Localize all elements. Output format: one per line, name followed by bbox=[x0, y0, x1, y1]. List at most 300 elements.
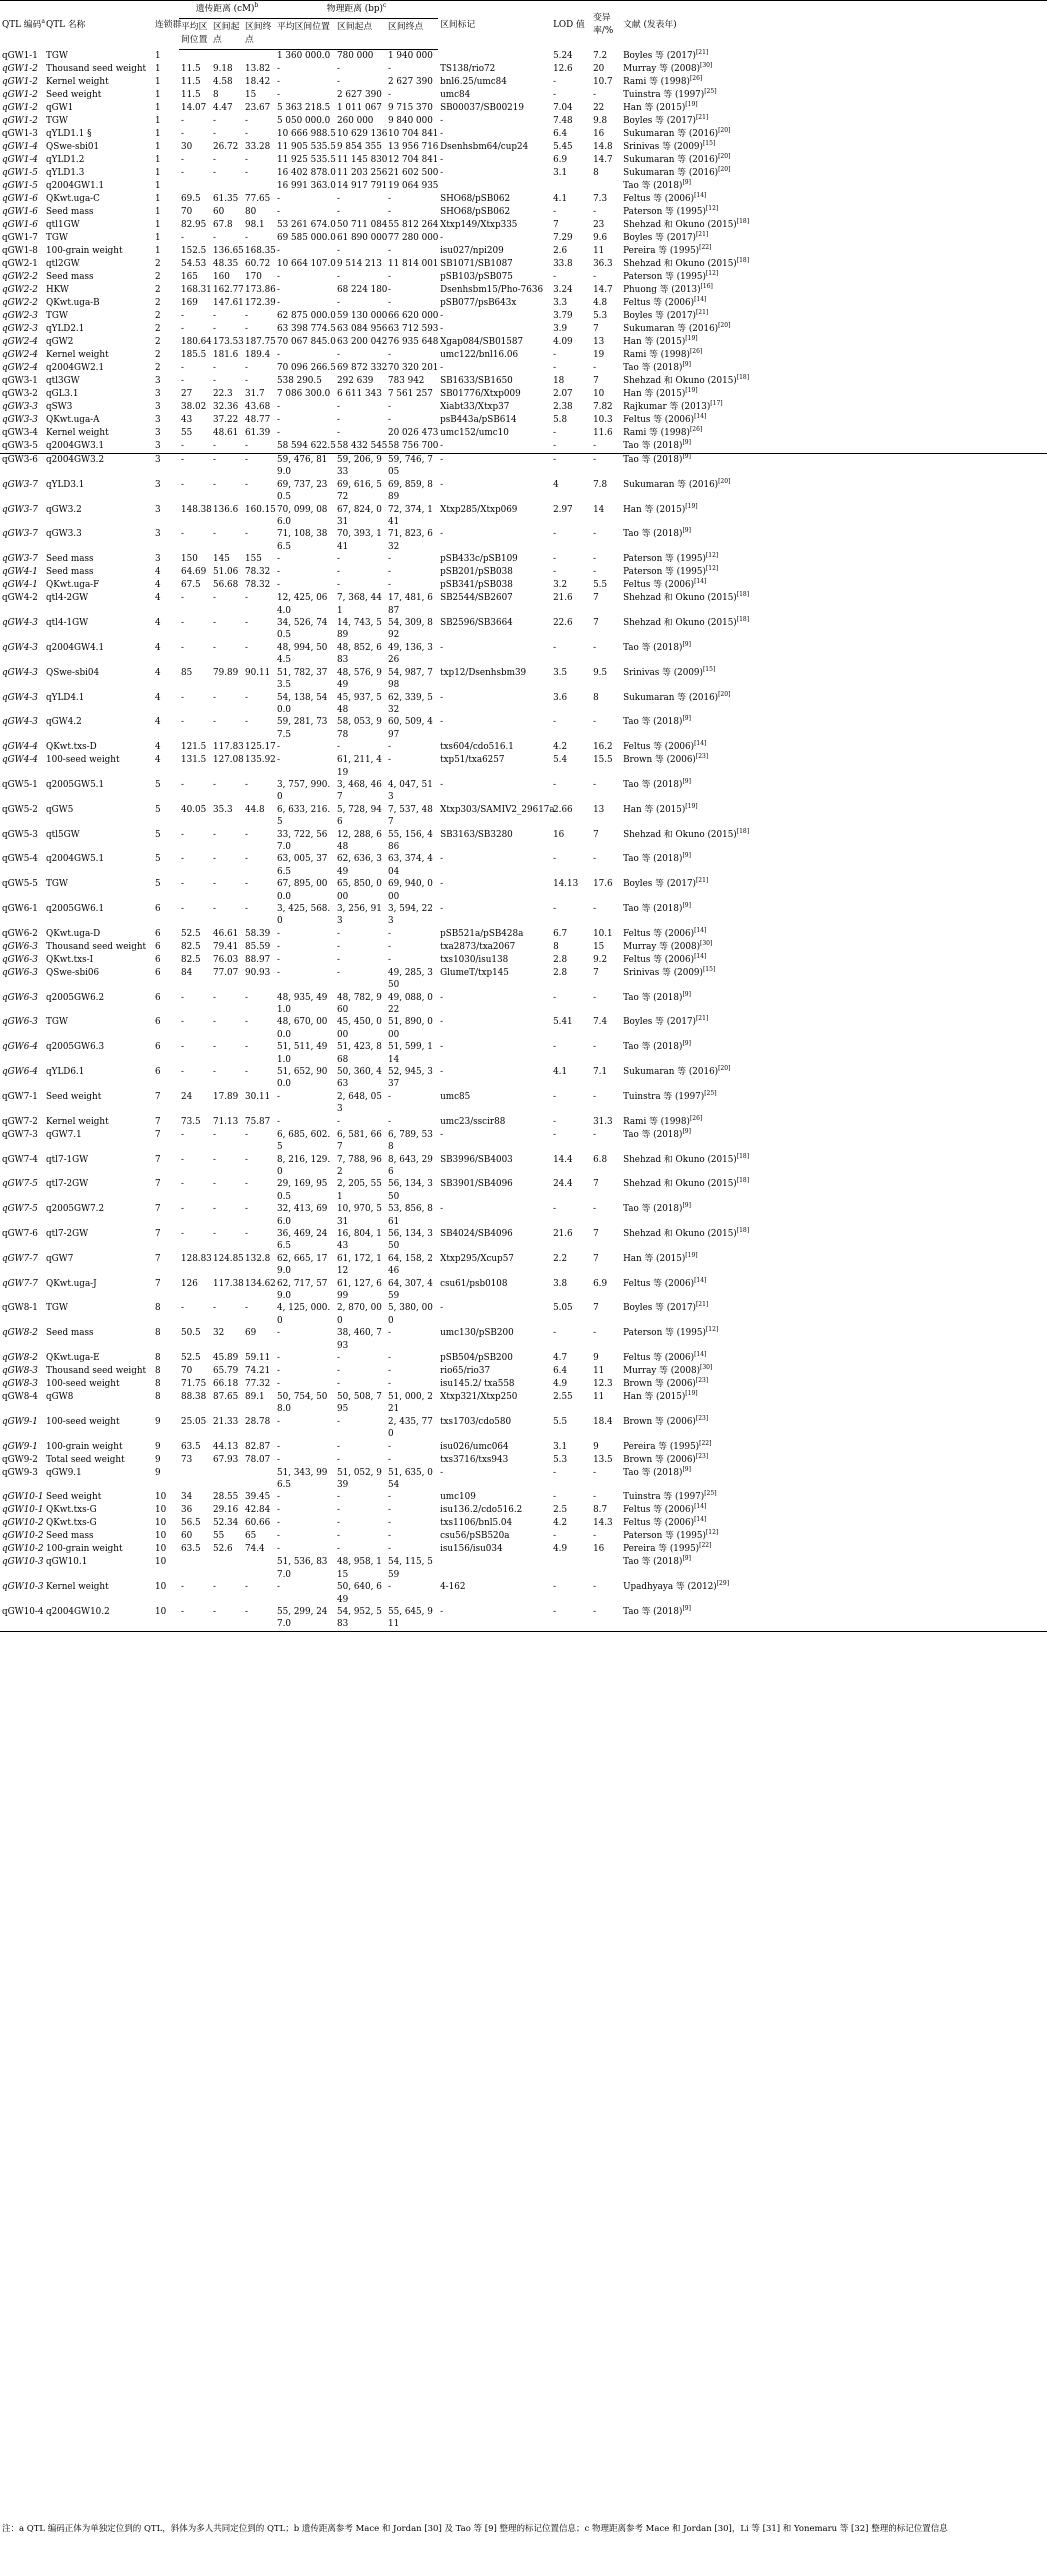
cell-linkage-group: 8 bbox=[155, 1366, 161, 1376]
cell-markers: psB443a/pSB614 bbox=[440, 415, 517, 425]
cell-markers: - bbox=[440, 854, 444, 865]
cell-markers: - bbox=[440, 441, 444, 451]
cell-physical-start: - bbox=[337, 1544, 341, 1555]
cell-genetic-mean: 148.38 bbox=[181, 504, 212, 515]
cell-reference: Sukumaran 等 (2016)[20] bbox=[623, 477, 731, 490]
cell-reference: Boyles 等 (2017)[21] bbox=[623, 1301, 709, 1314]
cell-genetic-start: 162.77 bbox=[213, 285, 244, 295]
cell-genetic-mean: 128.83 bbox=[181, 1253, 212, 1264]
cell-qtl-id: qGW4-1 bbox=[2, 580, 38, 591]
cell-pve: - bbox=[593, 1492, 597, 1503]
cell-genetic-end: - bbox=[245, 363, 248, 373]
cell-qtl-id: qGW10-1 bbox=[2, 1492, 44, 1503]
cell-genetic-mean: - bbox=[181, 1067, 184, 1078]
cell-qtl-id: qGW1-2 bbox=[2, 90, 38, 100]
table-row bbox=[0, 1441, 1047, 1454]
cell-linkage-group: 7 bbox=[155, 1204, 161, 1215]
cell-physical-end: 55 812 264 bbox=[388, 220, 439, 230]
cell-physical-end: 71, 823, 632 bbox=[388, 529, 433, 552]
cell-linkage-group: 10 bbox=[155, 1492, 167, 1503]
cell-genetic-end: - bbox=[245, 593, 248, 604]
cell-genetic-mean: 43 bbox=[181, 415, 193, 425]
cell-physical-end: 62, 339, 532 bbox=[388, 692, 433, 715]
table-row bbox=[0, 362, 1047, 375]
cell-markers: Xtxp295/Xcup57 bbox=[440, 1253, 514, 1264]
cell-genetic-end: - bbox=[245, 441, 248, 451]
cell-physical-end: 66 620 000 bbox=[388, 311, 439, 321]
cell-physical-end: 49, 285, 350 bbox=[388, 967, 433, 991]
cell-markers: Xgap084/SB01587 bbox=[440, 337, 524, 347]
cell-genetic-start: 127.08 bbox=[213, 755, 244, 766]
cell-pve: 7 bbox=[593, 1228, 599, 1239]
cell-qtl-id: qGW9-1 bbox=[2, 1416, 38, 1427]
cell-pve: - bbox=[593, 1091, 597, 1102]
cell-physical-mean: 54, 138, 540.0 bbox=[277, 692, 328, 715]
cell-qtl-name: TGW bbox=[46, 1303, 68, 1314]
cell-linkage-group: 7 bbox=[155, 1278, 161, 1289]
cell-lod: 4.1 bbox=[553, 1067, 568, 1078]
cell-pve: 7 bbox=[593, 1303, 599, 1314]
cell-qtl-name: q2005GW6.3 bbox=[46, 1042, 105, 1053]
cell-genetic-end: 33.28 bbox=[245, 142, 271, 152]
cell-reference: Murray 等 (2008)[30] bbox=[623, 62, 713, 74]
cell-reference: Brown 等 (2006)[23] bbox=[623, 753, 709, 766]
cell-genetic-start: 136.6 bbox=[213, 504, 239, 515]
cell-qtl-id: qGW7-4 bbox=[2, 1154, 38, 1165]
cell-genetic-mean: - bbox=[181, 1582, 184, 1593]
cell-physical-start: 10, 970, 531 bbox=[337, 1204, 382, 1227]
cell-genetic-end: - bbox=[245, 376, 248, 386]
cell-lod: 21.6 bbox=[553, 1228, 573, 1239]
cell-pve: 14 bbox=[593, 504, 605, 515]
cell-genetic-end: 88.97 bbox=[245, 954, 271, 965]
cell-linkage-group: 9 bbox=[155, 1416, 161, 1427]
cell-linkage-group: 5 bbox=[155, 829, 161, 840]
cell-pve: 9 bbox=[593, 1353, 599, 1363]
cell-markers: - bbox=[440, 692, 444, 703]
cell-linkage-group: 3 bbox=[155, 402, 161, 412]
cell-reference: Tao 等 (2018)[9] bbox=[623, 902, 691, 914]
cell-pve: 16 bbox=[593, 129, 605, 139]
cell-reference: Paterson 等 (1995)[12] bbox=[623, 552, 719, 565]
cell-reference: Murray 等 (2008)[30] bbox=[623, 939, 713, 952]
cell-physical-mean: - bbox=[277, 1492, 281, 1503]
cell-reference: Shehzad 和 Okuno (2015)[18] bbox=[623, 1177, 750, 1190]
cell-pve: - bbox=[593, 779, 597, 790]
cell-reference: Tao 等 (2018)[9] bbox=[623, 361, 691, 373]
cell-physical-start: 2, 648, 053 bbox=[337, 1091, 382, 1115]
table-row bbox=[0, 154, 1047, 167]
cell-physical-mean: 5 363 218.5 bbox=[277, 103, 331, 113]
cell-lod: 7.48 bbox=[553, 116, 573, 126]
cell-markers: isu145.2/ txa558 bbox=[440, 1379, 515, 1389]
cell-qtl-id: qGW6-4 bbox=[2, 1042, 38, 1053]
cell-genetic-end: 74.4 bbox=[245, 1544, 265, 1555]
cell-pve bbox=[591, 1556, 621, 1581]
cell-genetic-start: 61.35 bbox=[213, 194, 239, 204]
cell-physical-end: 55, 156, 486 bbox=[388, 829, 433, 852]
cell-physical-start: - bbox=[337, 580, 341, 591]
cell-genetic-mean: 64.69 bbox=[181, 567, 207, 578]
cell-genetic-mean: 85 bbox=[181, 667, 193, 678]
table-row bbox=[0, 1302, 1047, 1327]
cell-physical-mean: - bbox=[277, 928, 281, 939]
cell-genetic-mean: 25.05 bbox=[181, 1416, 207, 1427]
cell-reference: Upadhyaya 等 (2012)[29] bbox=[623, 1580, 730, 1593]
cell-lod: 2.07 bbox=[553, 389, 573, 399]
cell-reference: Tao 等 (2018)[9] bbox=[623, 439, 691, 451]
cell-genetic-end: 48.77 bbox=[245, 415, 271, 425]
cell-physical-mean: - bbox=[277, 742, 281, 753]
cell-physical-end: 56, 134, 350 bbox=[388, 1228, 433, 1252]
cell-markers bbox=[438, 180, 551, 193]
cell-qtl-name: QKwt.txs-D bbox=[46, 742, 97, 753]
cell-physical-mean: - bbox=[277, 1416, 281, 1427]
cell-genetic-start: 28.55 bbox=[213, 1492, 239, 1503]
cell-pve: 5.3 bbox=[593, 311, 608, 321]
cell-genetic-start: - bbox=[213, 376, 216, 386]
cell-genetic-start: 44.13 bbox=[213, 1441, 239, 1452]
cell-genetic-start: 55 bbox=[213, 1531, 225, 1542]
cell-genetic-mean: 14.07 bbox=[181, 103, 207, 113]
cell-markers: - bbox=[440, 1067, 444, 1078]
cell-physical-end: 6, 789, 538 bbox=[388, 1129, 433, 1153]
cell-physical-mean: 63 398 774.5 bbox=[277, 324, 336, 334]
table-row bbox=[0, 232, 1047, 245]
cell-lod: - bbox=[553, 1582, 557, 1593]
cell-pve: 6.9 bbox=[593, 1278, 608, 1289]
cell-genetic-mean: - bbox=[181, 1179, 184, 1190]
cell-physical-start: 2, 205, 551 bbox=[337, 1179, 382, 1202]
cell-linkage-group: 2 bbox=[155, 285, 161, 295]
table-row bbox=[0, 928, 1047, 941]
cell-reference: Paterson 等 (1995)[12] bbox=[623, 1529, 719, 1542]
cell-pve: 10.1 bbox=[593, 928, 613, 939]
table-row bbox=[0, 1504, 1047, 1517]
cell-pve: 17.6 bbox=[593, 879, 613, 890]
cell-physical-start: 50, 508, 795 bbox=[337, 1392, 382, 1415]
cell-genetic-start: - bbox=[213, 324, 216, 334]
cell-reference: Sukumaran 等 (2016)[20] bbox=[623, 153, 731, 165]
table-row bbox=[0, 1091, 1047, 1116]
cell-qtl-name: qtl1GW bbox=[46, 220, 80, 230]
cell-qtl-id: qGW4-4 bbox=[2, 755, 38, 766]
table-row bbox=[0, 427, 1047, 440]
cell-pve: 36.3 bbox=[593, 259, 613, 269]
cell-markers: Xtxp303/SAMIV2_29617a bbox=[440, 804, 555, 815]
cell-qtl-name: qtl7-1GW bbox=[46, 1154, 89, 1165]
cell-qtl-name: q2004GW5.1 bbox=[46, 854, 105, 865]
cell-linkage-group: 6 bbox=[155, 941, 161, 952]
cell-physical-mean: 70 096 266.5 bbox=[277, 363, 336, 373]
cell-physical-end: - bbox=[388, 1353, 392, 1363]
table-row bbox=[0, 1228, 1047, 1253]
cell-markers: - bbox=[440, 1467, 444, 1478]
cell-qtl-id: qGW6-1 bbox=[2, 904, 38, 914]
cell-reference: Srinivas 等 (2009)[15] bbox=[623, 965, 716, 978]
cell-genetic-start: - bbox=[213, 854, 216, 865]
cell-physical-end: 76 935 648 bbox=[388, 337, 439, 347]
cell-genetic-mean: 150 bbox=[181, 554, 198, 565]
table-row bbox=[0, 323, 1047, 336]
cell-genetic-start: 29.16 bbox=[213, 1505, 239, 1516]
cell-genetic-end: - bbox=[245, 1228, 248, 1239]
cell-physical-end: 51, 599, 114 bbox=[388, 1042, 433, 1065]
cell-qtl-id: qGW1-5 bbox=[2, 168, 38, 178]
cell-qtl-name: qtl7-2GW bbox=[46, 1179, 89, 1190]
cell-qtl-id: qGW10-3 bbox=[2, 1582, 44, 1593]
cell-markers bbox=[438, 50, 551, 64]
cell-qtl-name: Seed mass bbox=[46, 272, 94, 282]
cell-genetic-mean: - bbox=[181, 1017, 184, 1028]
cell-qtl-id: qGW1-2 bbox=[2, 103, 38, 113]
cell-physical-mean: 59, 281, 737.5 bbox=[277, 717, 328, 740]
cell-reference: Rami 等 (1998)[26] bbox=[623, 348, 703, 360]
cell-lod: 5.05 bbox=[553, 1303, 573, 1314]
cell-linkage-group: 1 bbox=[155, 233, 161, 243]
cell-qtl-id: qGW7-7 bbox=[2, 1253, 38, 1264]
cell-genetic-start: 37.22 bbox=[213, 415, 239, 425]
cell-genetic-mean: 34 bbox=[181, 1492, 193, 1503]
cell-reference: Boyles 等 (2017)[21] bbox=[623, 231, 709, 243]
cell-genetic-mean: 168.31 bbox=[181, 285, 212, 295]
cell-genetic-end: 58.39 bbox=[245, 928, 271, 939]
cell-lod: 14.13 bbox=[553, 879, 579, 890]
cell-markers: pSB103/pSB075 bbox=[440, 272, 513, 282]
cell-markers: SHO68/pSB062 bbox=[440, 207, 511, 217]
cell-physical-end: - bbox=[388, 194, 392, 204]
cell-reference: Han 等 (2015)[19] bbox=[623, 387, 698, 399]
cell-pve: - bbox=[593, 1204, 597, 1215]
cell-qtl-id: qGW1-8 bbox=[2, 246, 38, 256]
cell-physical-mean: 34, 526, 740.5 bbox=[277, 618, 328, 641]
cell-qtl-id: qGW10-3 bbox=[2, 1557, 44, 1568]
cell-physical-mean: 16 991 363.0 bbox=[277, 181, 336, 191]
table-row bbox=[0, 50, 1047, 64]
cell-reference: Tao 等 (2018)[9] bbox=[623, 990, 691, 1003]
table-row bbox=[0, 1391, 1047, 1416]
cell-physical-start: - bbox=[337, 350, 341, 360]
cell-physical-mean: 538 290.5 bbox=[277, 376, 322, 386]
cell-physical-start: 63 200 042 bbox=[337, 337, 388, 347]
cell-qtl-id: qGW1-2 bbox=[2, 64, 38, 74]
cell-genetic-end bbox=[243, 1556, 275, 1581]
cell-genetic-start bbox=[211, 1467, 243, 1492]
table-row bbox=[0, 642, 1047, 667]
cell-genetic-start bbox=[211, 1556, 243, 1581]
cell-physical-end: - bbox=[388, 1505, 392, 1516]
cell-physical-mean: 29, 169, 950.5 bbox=[277, 1179, 328, 1202]
cell-physical-start: - bbox=[337, 567, 341, 578]
cell-markers: isu156/isu034 bbox=[440, 1544, 503, 1555]
cell-physical-start: 11 145 830 bbox=[337, 155, 388, 165]
cell-lod: 3.1 bbox=[553, 168, 568, 178]
cell-physical-end: 19 064 935 bbox=[388, 181, 439, 191]
cell-qtl-id: qGW6-3 bbox=[2, 941, 38, 952]
cell-genetic-start: - bbox=[213, 717, 216, 728]
cell-lod: 5.45 bbox=[553, 142, 573, 152]
cell-genetic-end: - bbox=[245, 904, 248, 914]
cell-qtl-id: qGW6-3 bbox=[2, 967, 38, 978]
cell-qtl-id: qGW1-6 bbox=[2, 194, 38, 204]
cell-pve bbox=[591, 180, 621, 193]
cell-qtl-name: qtl4-2GW bbox=[46, 593, 89, 604]
cell-genetic-start: - bbox=[213, 1179, 216, 1190]
cell-reference: Paterson 等 (1995)[12] bbox=[623, 565, 719, 578]
cell-qtl-id: qGW3-5 bbox=[2, 441, 38, 451]
table-row bbox=[0, 284, 1047, 297]
cell-reference: Phuong 等 (2013)[16] bbox=[623, 283, 713, 295]
cell-pve: 9.5 bbox=[593, 667, 608, 678]
cell-qtl-name: q2004GW3.2 bbox=[44, 454, 153, 479]
cell-genetic-end: 98.1 bbox=[245, 220, 265, 230]
cell-markers: SB1633/SB1650 bbox=[440, 376, 513, 386]
cell-genetic-start: - bbox=[213, 879, 216, 890]
cell-lod: - bbox=[553, 1129, 557, 1140]
cell-qtl-id: qGW1-4 bbox=[2, 142, 38, 152]
cell-physical-mean: 55, 299, 247.0 bbox=[275, 1606, 335, 1631]
cell-pve: 14.7 bbox=[593, 155, 613, 165]
cell-markers: SB3901/SB4096 bbox=[440, 1179, 513, 1190]
table-row bbox=[0, 141, 1047, 154]
table-row bbox=[0, 1378, 1047, 1391]
cell-genetic-end: 77.32 bbox=[245, 1379, 271, 1389]
cell-qtl-id: qGW7-3 bbox=[2, 1129, 38, 1140]
cell-linkage-group: 1 bbox=[155, 207, 161, 217]
cell-pve: 11.6 bbox=[593, 428, 613, 438]
cell-genetic-end: - bbox=[245, 233, 248, 243]
cell-linkage-group: 8 bbox=[155, 1392, 161, 1402]
cell-qtl-id: qGW3-7 bbox=[2, 529, 38, 540]
cell-physical-mean: - bbox=[277, 941, 281, 952]
cell-lod: 7 bbox=[553, 220, 559, 230]
cell-qtl-id: qGW3-6 bbox=[0, 454, 44, 479]
header-genetic-mean: 平均区间位置 bbox=[179, 19, 211, 50]
cell-linkage-group: 2 bbox=[155, 350, 161, 360]
cell-physical-mean: - bbox=[277, 967, 281, 978]
cell-markers: - bbox=[440, 1204, 444, 1215]
cell-physical-mean: - bbox=[277, 755, 281, 766]
cell-physical-mean: - bbox=[277, 64, 281, 74]
cell-physical-start: - bbox=[337, 402, 341, 412]
cell-qtl-name: qYLD1.1 § bbox=[46, 129, 92, 139]
cell-genetic-end: 28.78 bbox=[245, 1416, 271, 1427]
cell-linkage-group: 9 bbox=[155, 1454, 161, 1465]
cell-qtl-id: qGW4-3 bbox=[2, 667, 38, 678]
cell-qtl-name: qYLD6.1 bbox=[46, 1067, 85, 1078]
cell-physical-mean: 48, 935, 491.0 bbox=[277, 992, 328, 1016]
cell-qtl-name: QKwt.uga-J bbox=[46, 1278, 97, 1289]
cell-qtl-name: QKwt.uga-F bbox=[46, 580, 100, 591]
cell-genetic-mean: - bbox=[181, 1042, 184, 1053]
table-header bbox=[0, 1, 1047, 50]
cell-qtl-id: qGW1-6 bbox=[2, 207, 38, 217]
cell-physical-mean: 50, 754, 508.0 bbox=[277, 1392, 328, 1415]
cell-physical-start: 9 854 355 bbox=[337, 142, 382, 152]
cell-genetic-start: - bbox=[213, 1154, 216, 1165]
cell-physical-end: - bbox=[388, 1582, 392, 1593]
cell-reference: Tao 等 (2018)[9] bbox=[621, 454, 1047, 479]
cell-pve: - bbox=[593, 272, 597, 282]
cell-physical-end: 13 956 716 bbox=[388, 142, 439, 152]
cell-pve: 8 bbox=[593, 168, 599, 178]
cell-lod: 21.6 bbox=[553, 593, 573, 604]
cell-qtl-name: q2005GW6.2 bbox=[46, 992, 105, 1003]
cell-physical-end: - bbox=[388, 1544, 392, 1555]
cell-genetic-start: - bbox=[213, 992, 216, 1003]
table-row bbox=[0, 1581, 1047, 1606]
cell-reference: Feltus 等 (2006)[14] bbox=[623, 1503, 707, 1516]
cell-reference: Tao 等 (2018)[9] bbox=[623, 640, 691, 653]
cell-markers: umc122/bnl16.06 bbox=[440, 350, 519, 360]
table-row bbox=[0, 297, 1047, 310]
cell-qtl-id: qGW9-2 bbox=[2, 1454, 38, 1465]
cell-markers: pSB077/psB643x bbox=[440, 298, 517, 308]
cell-genetic-end: - bbox=[245, 324, 248, 334]
cell-lod: 8 bbox=[553, 941, 559, 952]
cell-reference: Paterson 等 (1995)[12] bbox=[623, 270, 719, 282]
cell-markers: - bbox=[438, 454, 551, 479]
cell-qtl-name: Seed mass bbox=[46, 567, 94, 578]
cell-qtl-id: qGW7-7 bbox=[2, 1278, 38, 1289]
table-row bbox=[0, 1327, 1047, 1352]
cell-physical-mean: 10 666 988.5 bbox=[277, 129, 336, 139]
cell-physical-mean: 58 594 622.5 bbox=[277, 441, 336, 451]
cell-markers: Dsenhsbm64/cup24 bbox=[440, 142, 529, 152]
cell-genetic-start: - bbox=[213, 1582, 216, 1593]
table-row bbox=[0, 336, 1047, 349]
table-row bbox=[0, 115, 1047, 128]
cell-physical-end: 63 712 593 bbox=[388, 324, 439, 334]
cell-qtl-name: qGW7.1 bbox=[46, 1129, 82, 1140]
cell-physical-start: 3, 256, 913 bbox=[337, 904, 382, 927]
table-row bbox=[0, 1365, 1047, 1378]
table-row bbox=[0, 310, 1047, 323]
cell-physical-mean: - bbox=[277, 402, 281, 412]
cell-physical-start: - bbox=[337, 415, 341, 425]
cell-reference: Tuinstra 等 (1997)[25] bbox=[623, 1490, 717, 1503]
cell-physical-end: - bbox=[388, 350, 392, 360]
cell-physical-start: 6 611 343 bbox=[337, 389, 382, 399]
cell-qtl-id: qGW5-3 bbox=[2, 829, 38, 840]
cell-linkage-group: 4 bbox=[155, 717, 161, 728]
cell-genetic-mean: 63.5 bbox=[181, 1544, 201, 1555]
cell-markers: pSB201/pSB038 bbox=[440, 567, 513, 578]
cell-physical-end: - bbox=[388, 554, 392, 565]
table-row bbox=[0, 454, 1047, 479]
cell-linkage-group: 6 bbox=[155, 992, 161, 1003]
cell-genetic-end: 187.75 bbox=[245, 337, 276, 347]
cell-genetic-mean: - bbox=[181, 692, 184, 703]
cell-lod: 3.3 bbox=[553, 298, 568, 308]
cell-physical-start: 58 432 545 bbox=[337, 441, 388, 451]
cell-qtl-name: Thousand seed weight bbox=[46, 64, 147, 74]
cell-genetic-start: 77.07 bbox=[213, 967, 239, 978]
cell-markers: isu026/umc064 bbox=[440, 1441, 509, 1452]
cell-pve: 7 bbox=[593, 829, 599, 840]
table-row bbox=[0, 617, 1047, 642]
cell-reference: Boyles 等 (2017)[21] bbox=[623, 877, 709, 890]
cell-lod: - bbox=[553, 779, 557, 790]
cell-pve: - bbox=[593, 642, 597, 653]
cell-pve: 9.6 bbox=[593, 233, 608, 243]
cell-genetic-start bbox=[211, 50, 243, 64]
cell-genetic-end: 31.7 bbox=[245, 389, 265, 399]
cell-qtl-id: qGW6-3 bbox=[2, 992, 38, 1003]
cell-genetic-mean: 55 bbox=[181, 428, 193, 438]
cell-physical-end: 54, 309, 892 bbox=[388, 618, 433, 641]
cell-pve: - bbox=[593, 904, 597, 914]
